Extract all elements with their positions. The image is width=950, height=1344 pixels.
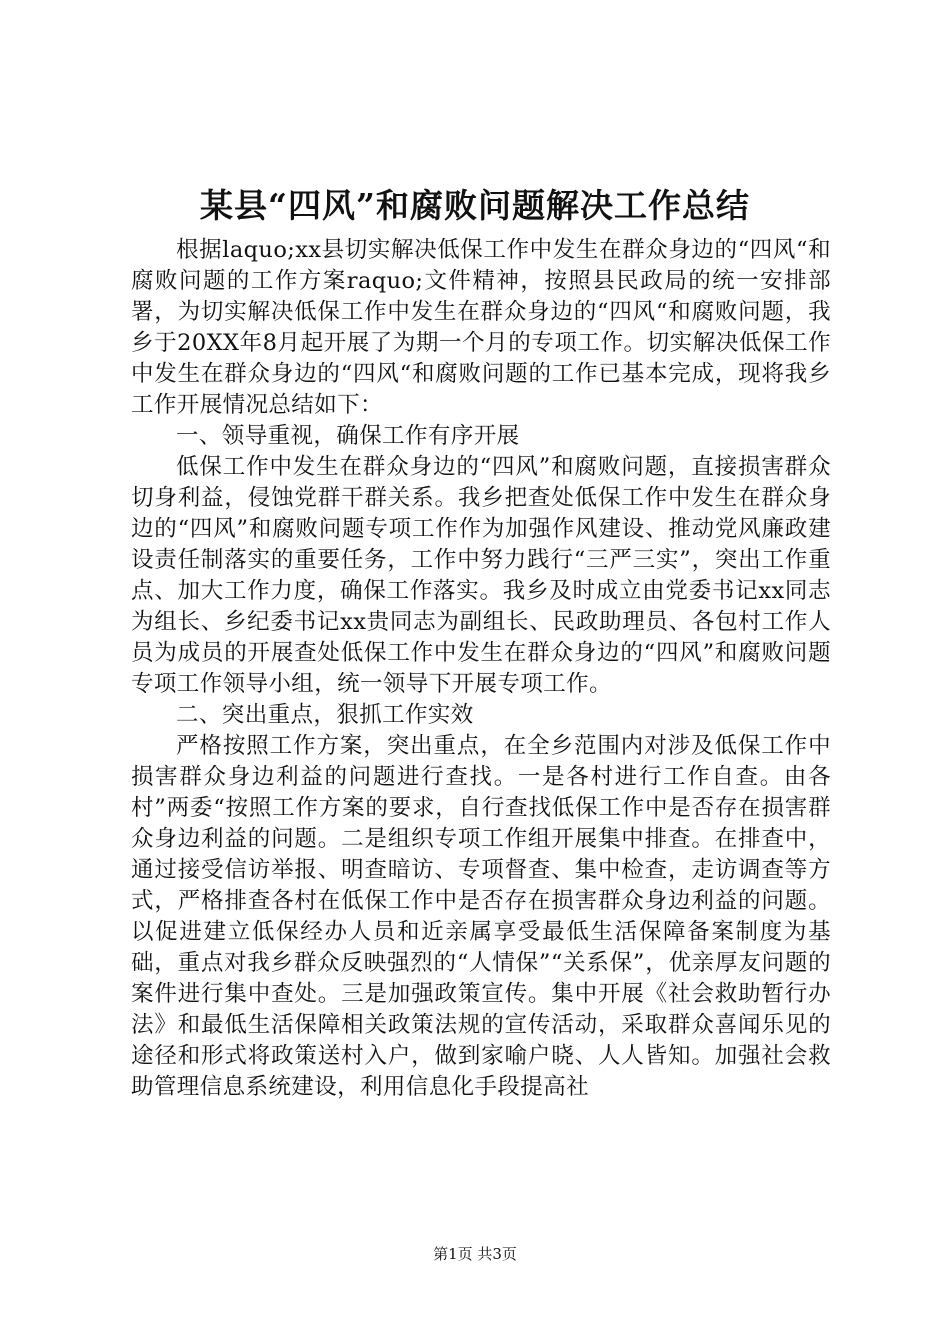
section-1-paragraph: 低保工作中发生在群众身边的“四风”和腐败问题，直接损害群众切身利益，侵蚀党群干群关系。我乡把查处低保工作中发生在群众身边的“四风”和腐败问题专项工作作为加强作风建设、推动党风廉政建设责任制落实的重要任务，工作中努力践行“三严三实”，突出工作重点、加大工作力度，确保工作落实。我乡及时成立由党委书记xx同志为组长、乡纪委书记xx贵同志为副组长、民政助理员、各包村工作人员为成员的开展查处低保工作中发生在群众身边的“四风”和腐败问题专项工作领导小组，统一领导下开展专项工作。 — [131, 454, 831, 697]
intro-paragraph: 根据laquo;xx县切实解决低保工作中发生在群众身边的“四风“和腐败问题的工作方案raquo;文件精神，按照县民政局的统一安排部署，为切实解决低保工作中发生在群众身边的“四风“和腐败问题，我乡于20XX年8月起开展了为期一个月的专项工作。切实解决低保工作中发生在群众身边的“四风“和腐败问题的工作已基本完成，现将我乡工作开展情况总结如下： — [131, 237, 831, 418]
document-title: 某县“四风”和腐败问题解决工作总结 — [200, 186, 750, 225]
document-body — [131, 235, 831, 1103]
section-heading-2: 二、突出重点，狠抓工作实效 — [176, 702, 474, 728]
section-2-paragraph: 严格按照工作方案，突出重点，在全乡范围内对涉及低保工作中损害群众身边利益的问题进行查找。一是各村进行工作自查。由各村”两委“按照工作方案的要求，自行查找低保工作中是否存在损害群众身边利益的问题。二是组织专项工作组开展集中排查。在排查中，通过接受信访举报、明查暗访、专项督查、集中检查，走访调查等方式，严格排查各村在低保工作中是否存在损害群众身边利益的问题。以促进建立低保经办人员和近亲属享受最低生活保障备案制度为基础，重点对我乡群众反映强烈的“人情保”“关系保”，优亲厚友问题的案件进行集中查处。三是加强政策宣传。集中开展《社会救助暂行办法》和最低生活保障相关政策法规的宣传活动，采取群众喜闻乐见的途径和形式将政策送村入户，做到家喻户晓、人人皆知。加强社会救助管理信息系统建设，利用信息化手段提高社 — [131, 733, 831, 1100]
page-number-footer: 第1页 共3页 — [433, 1245, 517, 1263]
section-heading-1: 一、领导重视，确保工作有序开展 — [176, 423, 520, 449]
